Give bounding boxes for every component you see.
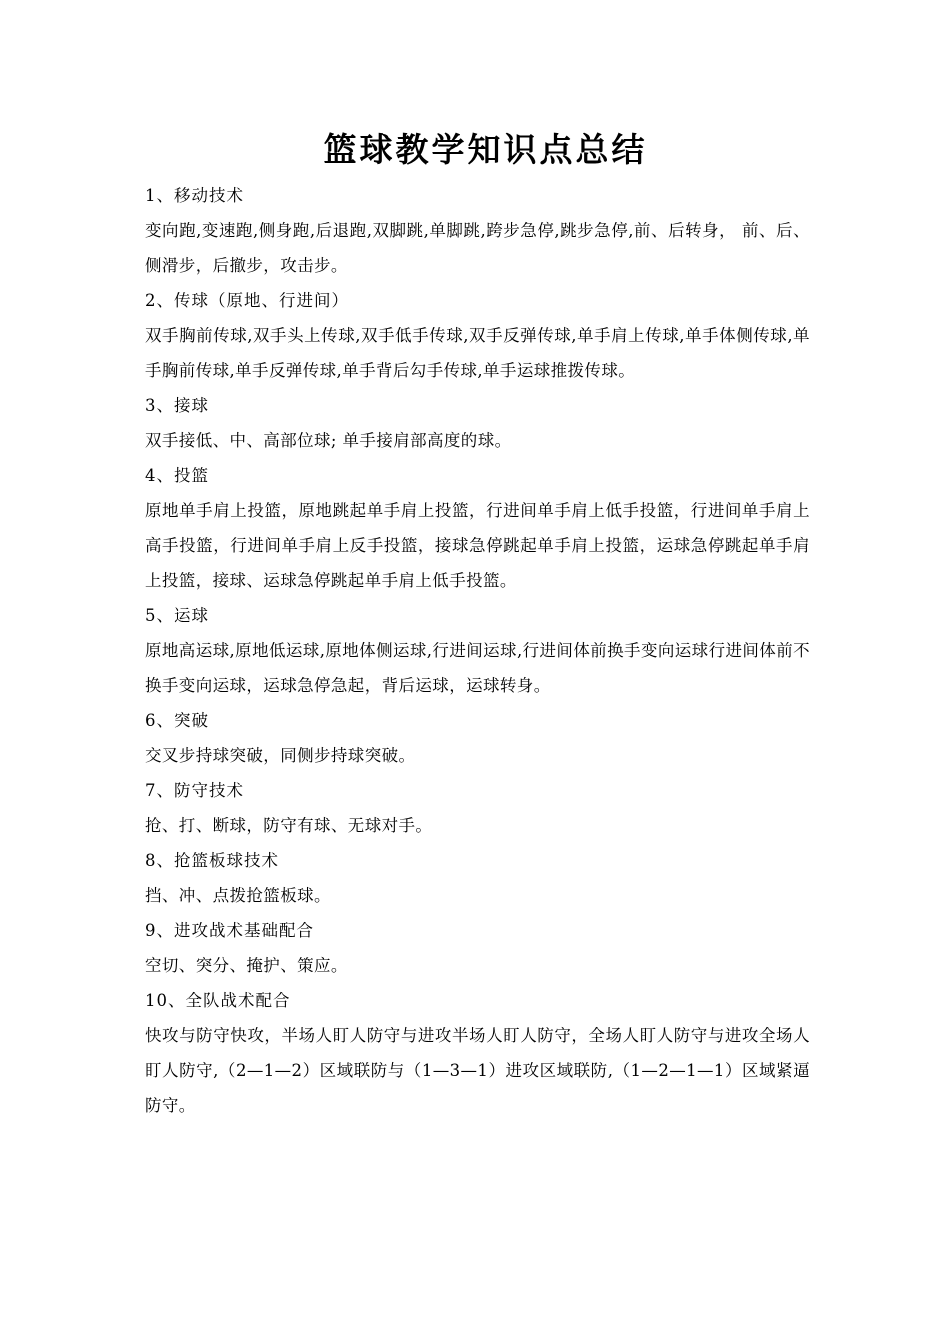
section-body: 原地单手肩上投篮，原地跳起单手肩上投篮，行进间单手肩上低手投篮，行进间单手肩上高手投篮，行进间单手肩上反手投篮，接球急停跳起单手肩上投篮，运球急停跳起单手肩上投篮，接球、运球急停跳起单手肩上低手投篮。 xyxy=(145,501,810,590)
document-title: 篮球教学知识点总结 xyxy=(323,130,648,169)
section-heading: 8、抢篮板球技术 xyxy=(145,851,279,870)
section-body: 双手接低、中、高部位球; 单手接肩部高度的球。 xyxy=(145,431,512,450)
section-heading: 5、运球 xyxy=(145,606,209,625)
section-9 xyxy=(145,913,810,983)
document-page xyxy=(145,128,810,1123)
section-heading: 3、接球 xyxy=(145,396,209,415)
section-6 xyxy=(145,703,810,773)
section-body: 双手胸前传球,双手头上传球,双手低手传球,双手反弹传球,单手肩上传球,单手体侧传球,单手胸前传球,单手反弹传球,单手背后勾手传球,单手运球推拨传球。 xyxy=(145,326,810,380)
section-body: 挡、冲、点拨抢篮板球。 xyxy=(145,886,331,905)
section-8 xyxy=(145,843,810,913)
section-7 xyxy=(145,773,810,843)
section-body: 抢、打、断球，防守有球、无球对手。 xyxy=(145,816,433,835)
section-4 xyxy=(145,458,810,598)
section-heading: 4、投篮 xyxy=(145,466,209,485)
section-2 xyxy=(145,283,810,388)
section-3 xyxy=(145,388,810,458)
section-body: 空切、突分、掩护、策应。 xyxy=(145,956,348,975)
section-10 xyxy=(145,983,810,1123)
section-body: 快攻与防守快攻，半场人盯人防守与进攻半场人盯人防守，全场人盯人防守与进攻全场人盯人防守,（2—1—2）区域联防与（1—3—1）进攻区域联防,（1—2—1—1）区域紧逼防守。 xyxy=(145,1026,810,1115)
section-heading: 6、突破 xyxy=(145,711,209,730)
section-body: 变向跑,变速跑,侧身跑,后退跑,双脚跳,单脚跳,跨步急停,跳步急停,前、后转身， 前、后、侧滑步，后撤步，攻击步。 xyxy=(145,221,810,275)
section-5 xyxy=(145,598,810,703)
section-heading: 10、全队战术配合 xyxy=(145,991,291,1010)
section-heading: 9、进攻战术基础配合 xyxy=(145,921,314,940)
section-body: 原地高运球,原地低运球,原地体侧运球,行进间运球,行进间体前换手变向运球行进间体前不换手变向运球，运球急停急起，背后运球，运球转身。 xyxy=(145,641,810,695)
section-heading: 2、传球（原地、行进间） xyxy=(145,291,349,310)
section-1 xyxy=(145,178,810,283)
section-heading: 1、移动技术 xyxy=(145,186,244,205)
section-heading: 7、防守技术 xyxy=(145,781,244,800)
section-body: 交叉步持球突破，同侧步持球突破。 xyxy=(145,746,416,765)
